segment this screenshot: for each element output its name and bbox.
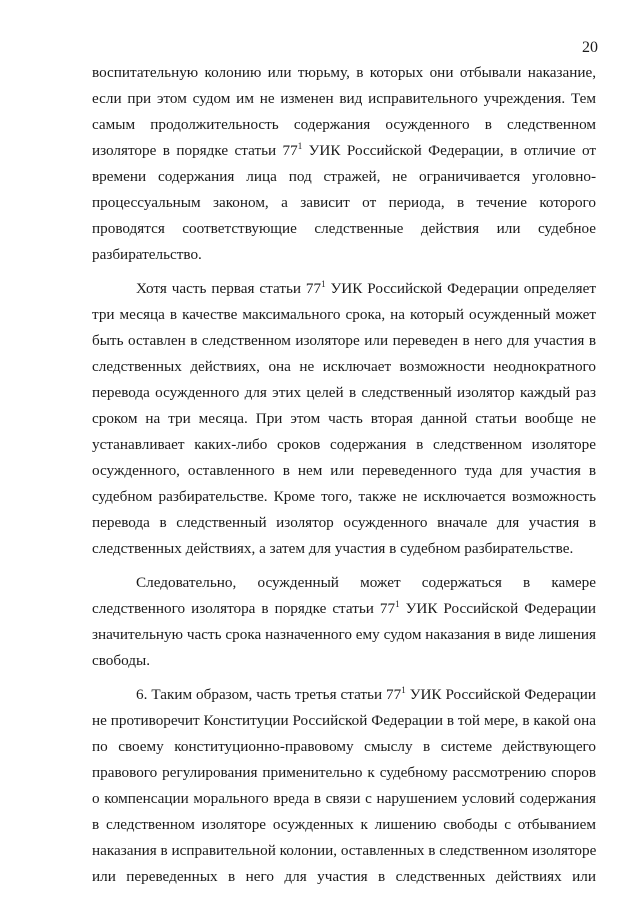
text-line: воспитательную колонию или тюрьму, в которых они отбывали наказание,: [92, 64, 596, 81]
text-line: следственных действиях, а затем для участия в судебном разбирательстве.: [92, 540, 574, 557]
paragraph-3: [92, 570, 596, 674]
paragraph-gap: [92, 268, 596, 276]
article-superscript: 1: [297, 141, 303, 151]
text-line: не противоречит Конституции Российской Федерации в той мере, в какой она: [92, 712, 596, 729]
text-line: следственных действиях, она не исключает возможности неоднократного: [92, 358, 596, 375]
text-line: [92, 276, 596, 302]
article-superscript: 1: [321, 279, 326, 289]
document-body: [92, 60, 596, 890]
text-line: три месяца в качестве максимального срока, на который осужденный может: [92, 306, 596, 323]
text-line: наказания в исправительной колонии, оставленных в следственном изоляторе: [92, 842, 597, 859]
text-line: [92, 596, 596, 622]
text-line: [92, 682, 596, 708]
paragraph-1: [92, 60, 596, 268]
text-line: значительную часть срока назначенного ему судом наказания в виде лишения: [92, 626, 596, 643]
text-line: свободы.: [92, 652, 151, 669]
line-text: Хотя часть первая статьи 77: [136, 280, 322, 297]
page-number: 20: [582, 39, 598, 56]
text-line: проводятся соответствующие следственные действия или судебное: [92, 220, 596, 237]
line-text: 6. Таким образом, часть третья статьи 77: [136, 686, 402, 703]
text-line: [92, 138, 596, 164]
article-superscript: 1: [395, 599, 400, 609]
text-line: перевода осужденного для этих целей в следственный изолятор каждый раз: [92, 384, 596, 401]
text-line: о компенсации морального вреда в связи с нарушением условий содержания: [92, 790, 596, 807]
text-line: быть оставлен в следственном изоляторе или переведен в него для участия в: [92, 332, 596, 349]
paragraph-2: [92, 276, 596, 562]
text-line: устанавливает каких-либо сроков содержания в следственном изоляторе: [92, 436, 596, 453]
text-line: если при этом судом им не изменен вид исправительного учреждения. Тем: [92, 90, 596, 107]
line-text: УИК Российской Федерации, в отличие от: [302, 142, 597, 159]
text-line: Следовательно, осужденный может содержаться в камере: [136, 574, 596, 591]
text-line: сроком на три месяца. При этом часть вторая данной статьи вообще не: [92, 410, 596, 427]
text-line: или переведенных в него для участия в следственных действиях или: [92, 868, 596, 885]
paragraph-gap: [92, 562, 596, 570]
paragraph-gap: [92, 674, 596, 682]
text-line: осужденного, оставленного в нем или переведенного туда для участия в: [92, 462, 596, 479]
line-text: УИК Российской Федерации: [405, 686, 596, 703]
text-line: разбирательство.: [92, 246, 202, 263]
line-text: УИК Российской Федерации: [399, 600, 596, 617]
paragraph-4: [92, 682, 596, 890]
line-text: УИК Российской Федерации определяет: [325, 280, 596, 297]
text-line: времени содержания лица под стражей, не ограничивается уголовно-: [92, 168, 596, 185]
text-line: правового регулирования применительно к судебному рассмотрению споров: [92, 764, 596, 781]
text-line: процессуальным законом, а зависит от периода, в течение которого: [92, 194, 596, 211]
line-text: следственного изолятора в порядке статьи 77: [92, 600, 396, 617]
text-line: в следственном изоляторе осужденных к лишению свободы с отбыванием: [92, 816, 596, 833]
text-line: перевода в следственный изолятор осужденного вначале для участия в: [92, 514, 596, 531]
line-text: изоляторе в порядке статьи 77: [92, 142, 298, 159]
text-line: самым продолжительность содержания осужденного в следственном: [92, 116, 596, 133]
article-superscript: 1: [401, 685, 406, 695]
text-line: судебном разбирательстве. Кроме того, также не исключается возможность: [92, 488, 596, 505]
text-line: по своему конституционно-правовому смыслу в системе действующего: [92, 738, 596, 755]
